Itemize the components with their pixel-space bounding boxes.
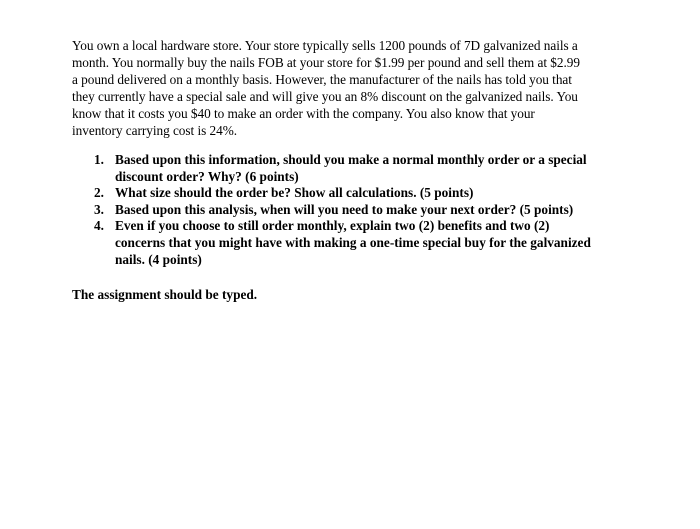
question-line: Based upon this information, should you make a normal monthly order or a special	[115, 152, 587, 167]
intro-line: You own a local hardware store. Your store typically sells 1200 pounds of 7D galvanized nails a	[72, 38, 578, 53]
question-line: discount order? Why? (6 points)	[115, 168, 299, 184]
question-text	[115, 185, 700, 202]
question-item-2	[0, 185, 700, 202]
question-line: nails. (4 points)	[115, 251, 202, 267]
question-text	[115, 218, 700, 268]
question-line: Based upon this analysis, when will you need to make your next order? (5 points)	[115, 201, 574, 217]
intro-line: they currently have a special sale and will give you an 8% discount on the galvanized nails. You	[72, 89, 578, 104]
intro-line: month. You normally buy the nails FOB at your store for $1.99 per pound and sell them at $2.99	[72, 55, 580, 70]
intro-line: inventory carrying cost is 24%.	[72, 123, 237, 138]
question-text	[115, 202, 700, 219]
question-list	[0, 152, 700, 268]
question-line: concerns that you might have with making a one-time special buy for the galvanized	[115, 234, 591, 250]
question-number: 2.	[94, 185, 104, 201]
question-line: Even if you choose to still order monthly, explain two (2) benefits and two (2)	[115, 218, 550, 234]
question-number: 1.	[94, 152, 104, 167]
question-item-4	[0, 218, 700, 268]
intro-paragraph	[72, 37, 632, 139]
question-item-1	[0, 152, 700, 185]
assignment-note: The assignment should be typed.	[72, 287, 258, 302]
intro-line: a pound delivered on a monthly basis. However, the manufacturer of the nails has told you that	[72, 72, 572, 87]
question-line: What size should the order be? Show all calculations. (5 points)	[115, 185, 474, 201]
question-item-3	[0, 202, 700, 219]
question-number: 4.	[94, 218, 104, 234]
question-text	[115, 152, 700, 185]
intro-line: know that it costs you $40 to make an order with the company. You also know that your	[72, 106, 535, 121]
question-number: 3.	[94, 201, 104, 217]
